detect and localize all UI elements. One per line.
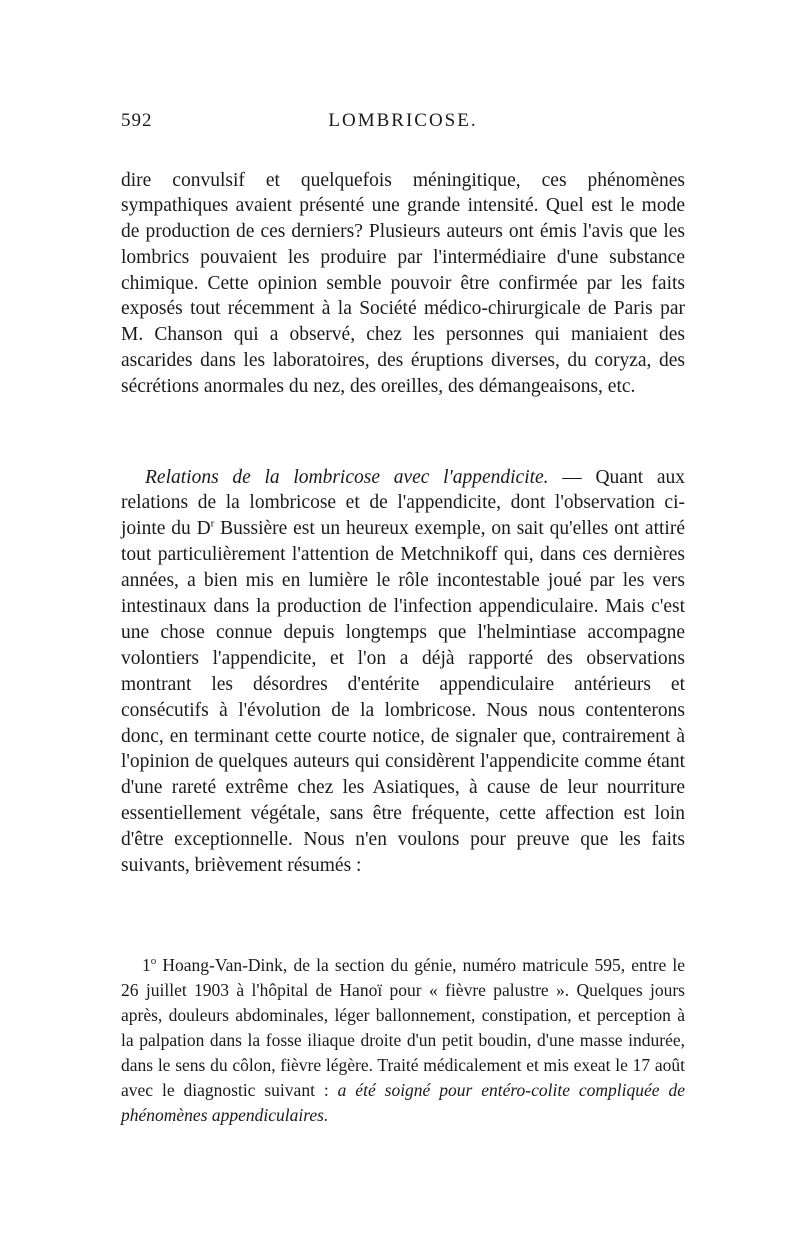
case-report-1 xyxy=(121,953,685,1128)
paragraph-text-b: Bussière est un heureux exemple, on sait qu'elles ont attiré tout particulièrement l'attention de Metchnikoff qui, dans ces dernières années, a bien mis en lumière le rôle incontestable joué par les vers intestinaux dans la production de l'infection appendiculaire. Mais c'est une chose connue depuis longtemps que l'helmintiase accompagne volontiers l'appendicite, et l'on a déjà rapporté des observations montrant les désordres d'entérite appendiculaire antérieurs et consécutifs à l'évolution de la lombricose. Nous nous contenterons donc, en terminant cette courte notice, de signaler que, contrairement à l'opinion de quelques auteurs qui considèrent l'appendicite comme étant d'une rareté extrême chez les Asiatiques, à cause de leur nourriture essentiellement végétale, sans être fréquente, cette affection est loin d'être exceptionnelle. Nous n'en voulons pour preuve que les faits suivants, brièvement résumés : xyxy=(121,518,685,877)
case-diagnosis: a été soigné pour entéro-colite compliquée de phénomènes appendiculaires. xyxy=(121,1079,685,1125)
paragraph-text-a: — Quant aux relations de la lombricose et de l'appendicite, dont l'observation ci-jointe du D xyxy=(121,466,685,540)
page-number: 592 xyxy=(121,110,153,131)
doctor-abbrev-sup: r xyxy=(210,517,215,530)
section-title: Relations de la lombricose avec l'appendicite. xyxy=(145,466,549,488)
running-title: LOMBRICOSE. xyxy=(328,110,478,131)
case-number: 1 xyxy=(142,954,151,975)
case-text: Hoang-Van-Dink, de la section du génie, numéro matricule 595, entre le 26 juillet 1903 à l'hôpital de Hanoï pour « fièvre palustre ». Quelques jours après, douleurs abdominales, léger ballonnement, constipation, et perception à la palpation dans la fosse iliaque droite d'un petit boudin, d'une masse indurée, dans le sens du côlon, fièvre légère. Traité médicalement et mis exeat le 17 août avec le diagnostic suivant : xyxy=(121,954,685,1100)
case-number-sup: o xyxy=(150,954,157,967)
paragraph-continuation: dire convulsif et quelquefois méningitique, ces phénomènes sympathiques avaient présenté une grande intensité. Quel est le mode de production de ces derniers? Plusieurs auteurs ont émis l'avis que les lombrics pouvaient les produire par l'intermédiaire d'une substance chimique. Cette opinion semble pouvoir être confirmée par les faits exposés tout récemment à la Société médico-chirurgicale de Paris par M. Chanson qui a observé, chez les personnes qui maniaient des ascarides dans les laboratoires, des éruptions diverses, du coryza, des sécrétions anormales du nez, des oreilles, des démangeaisons, etc. xyxy=(121,169,685,397)
paragraph-appendicite xyxy=(121,465,685,880)
